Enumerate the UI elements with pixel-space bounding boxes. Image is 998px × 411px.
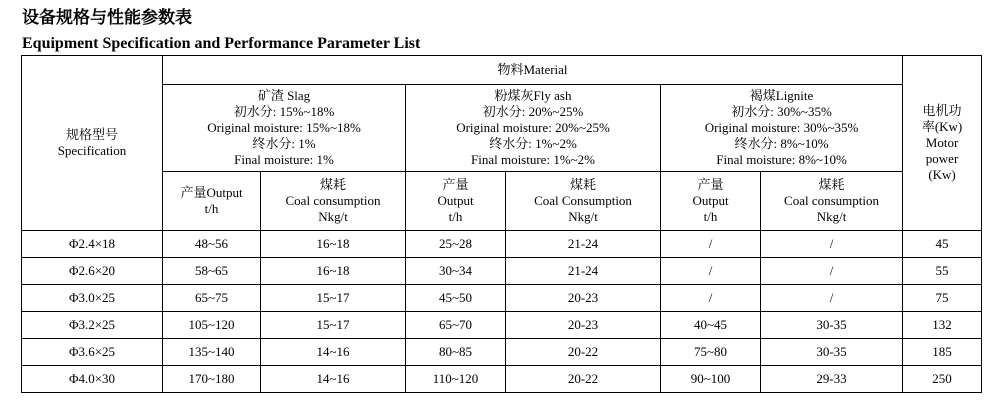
motor-header-en2: power (925, 151, 959, 166)
initial-moisture-cn: 初水分: 15%~18% (233, 104, 335, 119)
sub-header-line: 煤耗 (569, 177, 596, 192)
flyash-coal-cell: 20-23 (506, 312, 661, 339)
sub-header-line: 产量 (697, 177, 724, 192)
initial-moisture-en: Original moisture: 15%~18% (207, 120, 361, 135)
spec-cell: Φ3.2×25 (22, 312, 163, 339)
sub-header-line: Output (692, 193, 729, 208)
flyash-coal-cell: 20-22 (506, 366, 661, 393)
spec-header-en: Specification (57, 143, 127, 158)
spec-cell: Φ2.4×18 (22, 231, 163, 258)
lignite-coal-cell: / (761, 231, 903, 258)
initial-moisture-en: Original moisture: 20%~25% (456, 120, 610, 135)
spec-cell: Φ3.0×25 (22, 285, 163, 312)
motor-power-cell: 250 (903, 366, 982, 393)
slag-coal-cell: 15~17 (261, 312, 406, 339)
flyash-coal-cell: 21-24 (506, 258, 661, 285)
lignite-coal-cell: 30-35 (761, 312, 903, 339)
page-title-en: Equipment Specification and Performance Parameter List (22, 35, 421, 52)
flyash-output-cell: 65~70 (406, 312, 506, 339)
flyash-coal-cell: 20-22 (506, 339, 661, 366)
flyash-output-cell: 25~28 (406, 231, 506, 258)
lignite-coal-cell: 30-35 (761, 339, 903, 366)
slag-output-cell: 65~75 (163, 285, 261, 312)
motor-header-cn2: 率(Kw) (921, 119, 963, 134)
final-moisture-en: Final moisture: 1% (234, 152, 334, 167)
sub-header-line: Coal consumption (285, 193, 381, 208)
final-moisture-cn: 终水分: 1%~2% (489, 136, 577, 151)
final-moisture-en: Final moisture: 1%~2% (470, 152, 596, 167)
table-row (22, 339, 982, 366)
sub-header-line: 产量Output (180, 185, 243, 200)
sub-header-line: Coal Consumption (534, 193, 632, 208)
initial-moisture-cn: 初水分: 30%~35% (731, 104, 832, 119)
spec-header-cell (22, 56, 163, 231)
flyash-output-cell: 80~85 (406, 339, 506, 366)
sub-header-line: 煤耗 (818, 177, 845, 192)
material-header-cell (163, 56, 903, 85)
slag-coal-cell: 16~18 (261, 258, 406, 285)
final-moisture-cn: 终水分: 8%~10% (734, 136, 829, 151)
flyash-output-header (406, 172, 506, 231)
lignite-coal-header (761, 172, 903, 231)
lignite-coal-cell: / (761, 285, 903, 312)
sub-header-line: t/h (448, 209, 463, 224)
initial-moisture-cn: 初水分: 20%~25% (482, 104, 584, 119)
final-moisture-cn: 终水分: 1% (252, 136, 316, 151)
table-row (22, 258, 982, 285)
lignite-output-header (661, 172, 761, 231)
spec-cell: Φ2.6×20 (22, 258, 163, 285)
header-row-materials (22, 85, 982, 172)
lignite-output-cell: 40~45 (661, 312, 761, 339)
sub-header-line: 产量 (442, 177, 469, 192)
sub-header-line: Nkg/t (816, 209, 847, 224)
lignite-coal-cell: 29-33 (761, 366, 903, 393)
sub-header-line: t/h (703, 209, 718, 224)
spec-cell: Φ3.6×25 (22, 339, 163, 366)
table-row (22, 312, 982, 339)
motor-header-unit: (Kw) (928, 167, 956, 182)
material-flyash-cell (406, 85, 661, 172)
page-title-cn: 设备规格与性能参数表 (22, 8, 192, 27)
table-row (22, 231, 982, 258)
spec-header-cn: 规格型号 (65, 127, 118, 142)
flyash-output-cell: 45~50 (406, 285, 506, 312)
spec-cell: Φ4.0×30 (22, 366, 163, 393)
sub-header-line: Coal consumption (784, 193, 879, 208)
sub-header-line: 煤耗 (319, 177, 346, 192)
spec-table (21, 55, 982, 393)
material-name: 褐煤Lignite (749, 88, 814, 103)
lignite-output-cell: 90~100 (661, 366, 761, 393)
table-row (22, 366, 982, 393)
slag-output-cell: 170~180 (163, 366, 261, 393)
motor-power-cell: 75 (903, 285, 982, 312)
sub-header-line: Nkg/t (568, 209, 598, 224)
slag-output-cell: 48~56 (163, 231, 261, 258)
slag-output-header (163, 172, 261, 231)
motor-header-cell (903, 56, 982, 231)
slag-output-cell: 135~140 (163, 339, 261, 366)
material-name: 矿渣 Slag (257, 88, 311, 103)
slag-coal-cell: 14~16 (261, 366, 406, 393)
final-moisture-en: Final moisture: 8%~10% (716, 152, 847, 167)
lignite-output-cell: 75~80 (661, 339, 761, 366)
material-lignite-cell (661, 85, 903, 172)
flyash-coal-cell: 21-24 (506, 231, 661, 258)
lignite-output-cell: / (661, 285, 761, 312)
slag-coal-header (261, 172, 406, 231)
motor-power-cell: 45 (903, 231, 982, 258)
lignite-output-cell: / (661, 231, 761, 258)
slag-coal-cell: 14~16 (261, 339, 406, 366)
header-row-sub (22, 172, 982, 231)
table-row (22, 285, 982, 312)
slag-coal-cell: 15~17 (261, 285, 406, 312)
material-name: 粉煤灰Fly ash (494, 88, 572, 103)
lignite-coal-cell: / (761, 258, 903, 285)
initial-moisture-en: Original moisture: 30%~35% (704, 120, 859, 135)
motor-header-cn1: 电机功 (922, 103, 962, 118)
motor-power-cell: 55 (903, 258, 982, 285)
slag-output-cell: 58~65 (163, 258, 261, 285)
material-header-label: 物料Material (497, 62, 568, 77)
motor-power-cell: 185 (903, 339, 982, 366)
flyash-output-cell: 30~34 (406, 258, 506, 285)
sub-header-line: t/h (204, 201, 219, 216)
lignite-output-cell: / (661, 258, 761, 285)
flyash-coal-cell: 20-23 (506, 285, 661, 312)
material-slag-cell (163, 85, 406, 172)
slag-coal-cell: 16~18 (261, 231, 406, 258)
flyash-coal-header (506, 172, 661, 231)
motor-power-cell: 132 (903, 312, 982, 339)
sub-header-line: Output (437, 193, 474, 208)
sub-header-line: Nkg/t (318, 209, 348, 224)
header-row-material (22, 56, 982, 85)
motor-header-en1: Motor (925, 135, 959, 150)
flyash-output-cell: 110~120 (406, 366, 506, 393)
slag-output-cell: 105~120 (163, 312, 261, 339)
